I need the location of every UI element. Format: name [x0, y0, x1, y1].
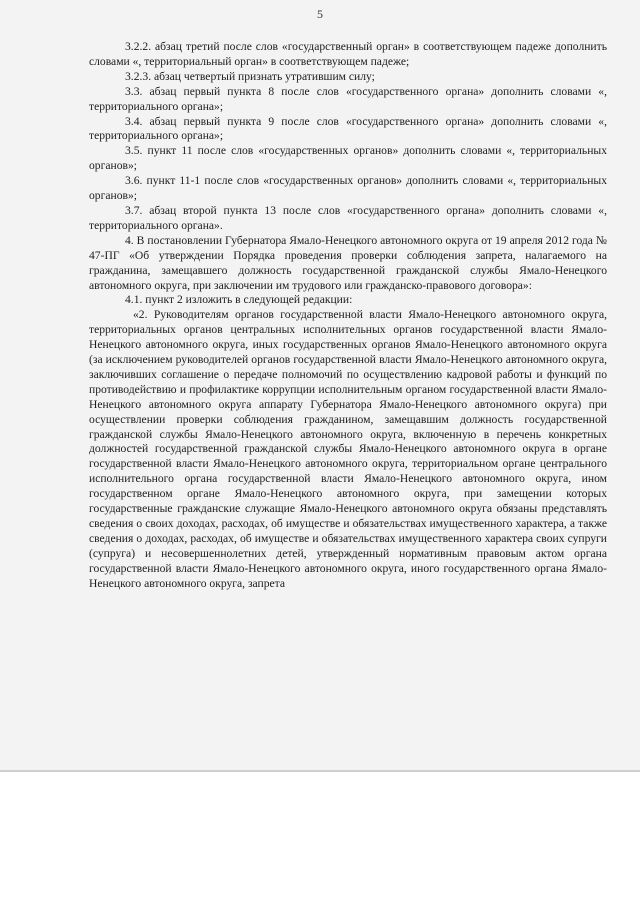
paragraph-3-2-2: 3.2.2. абзац третий после слов «государственный орган» в соответствующем падеже дополнить словами «, территориальный орган» в соответствующем падеже;: [89, 40, 607, 68]
paragraph-3-5: 3.5. пункт 11 после слов «государственных органов» дополнить словами «, территориальных органов»;: [89, 144, 607, 173]
paragraph-3-7: 3.7. абзац второй пункта 13 после слов «государственного органа» дополнить словами «, территориального органа».: [89, 203, 607, 232]
paragraph-3-4: 3.4. абзац первый пункта 9 после слов «государственного органа» дополнить словами «, территориального органа»;: [89, 114, 607, 143]
document-body: [89, 40, 607, 592]
paragraph-3-2-3: 3.2.3. абзац четвертый признать утратившим силу;: [125, 69, 375, 83]
paragraph-4-1: 4.1. пункт 2 изложить в следующей редакции:: [125, 293, 353, 307]
paragraph-3-6: 3.6. пункт 11-1 после слов «государственных органов» дополнить словами «, территориальных органов»;: [89, 174, 607, 203]
paragraph-3-3: 3.3. абзац первый пункта 8 после слов «государственного органа» дополнить словами «, территориального органа»;: [89, 84, 607, 113]
paragraph-4: 4. В постановлении Губернатора Ямало-Ненецкого автономного округа от 19 апреля 2012 года № 47-ПГ «Об утверждении Порядка проведения проверки соблюдения запрета, налагаемого на гражданина, замещавшего должность государственной гражданской службы Ямало-Ненецкого автономного округа, при заключении им трудового или гражданско-правового договора»:: [89, 233, 607, 292]
page-number: 5: [317, 7, 323, 21]
paragraph-quoted-item-2: «2. Руководителям органов государственной власти Ямало-Ненецкого автономного округа, территориальных органов центральных исполнительных органов государственной власти Ямало-Ненецкого автономного округа, иных государственных органов Ямало-Ненецкого автономного округа (за исключением руководителей органов государственной власти Ямало-Ненецкого автономного округа, заключивших соглашение о передаче полномочий по осуществлению кадровой работы и функций по противодействию и профилактике коррупции исполнительным органом государственной власти Ямало-Ненецкого автономного округа аппарату Губернатора Ямало-Ненецкого автономного округа) при осуществлении проверки соблюдения гражданином, замещавшим должность государственной гражданской службы Ямало-Ненецкого автономного округа, включенную в перечень конкретных должностей государственной гражданской службы Ямало-Ненецкого автономного округа в органе государственной власти Ямало-Ненецкого автономного округа, территориальном органе центрального исполнительного органа государственной власти Ямало-Ненецкого автономного округа, ином государственном органе Ямало-Ненецкого автономного округа, при замещении которых государственные гражданские служащие Ямало-Ненецкого автономного округа обязаны представлять сведения о своих доходах, расходах, об имуществе и обязательствах имущественного характера, а также сведения о доходах, расходах, об имуществе и обязательствах имущественного характера своих супруги (супруга) и несовершеннолетних детей, утвержденный нормативным правовым актом органа государственной власти Ямало-Ненецкого автономного округа, иного государственного органа Ямало-Ненецкого автономного округа, запрета: [89, 308, 607, 590]
